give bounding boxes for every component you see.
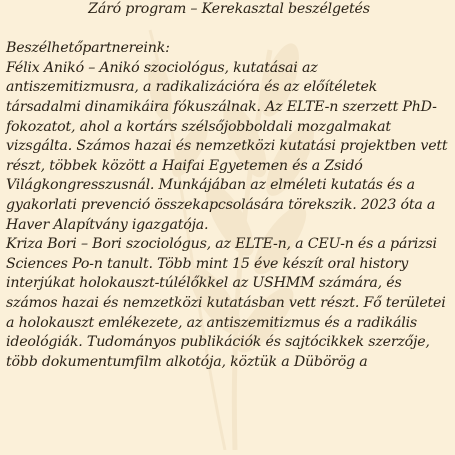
document-body (6, 0, 452, 372)
partners-heading: Beszélhetőpartnereink: (6, 40, 170, 57)
partner-bio-kriza: Kriza Bori – Bori szociológus, az ELTE-n, a CEU-n és a párizsi Sciences Po-n tanult. Több mint 15 éve készít oral history interjúkat holokauszt-túlélőkkel az USHMM számára, és számos hazai és nemzetközi kutatásban vett részt. Fő területei a holokauszt emlékezete, az antiszemitizmus és a radikális ideológiák. Tudományos publikációk és sajtócikkek szerzője, több dokumentumfilm alkotója, köztük a Dübörög a (6, 236, 446, 370)
blank-line (6, 20, 452, 40)
partner-bio-felix: Félix Anikó – Anikó szociológus, kutatásai az antiszemitizmusra, a radikalizációra és az előítéletek társadalmi dinamikáira fókuszálnak. Az ELTE-n szerzett PhD-fokozatot, ahol a kortárs szélsőjobboldali mozgalmakat vizsgálta. Számos hazai és nemzetközi kutatási projektben vett részt, többek között a Haifai Egyetemen és a Zsidó Világkongresszusnál. Munkájában az elméleti kutatás és a gyakorlati prevenció összekapcsolására törekszik. 2023 óta a Haver Alapítvány igazgatója. (6, 59, 448, 233)
page-title: Záró program – Kerekasztal beszélgetés (88, 1, 370, 17)
